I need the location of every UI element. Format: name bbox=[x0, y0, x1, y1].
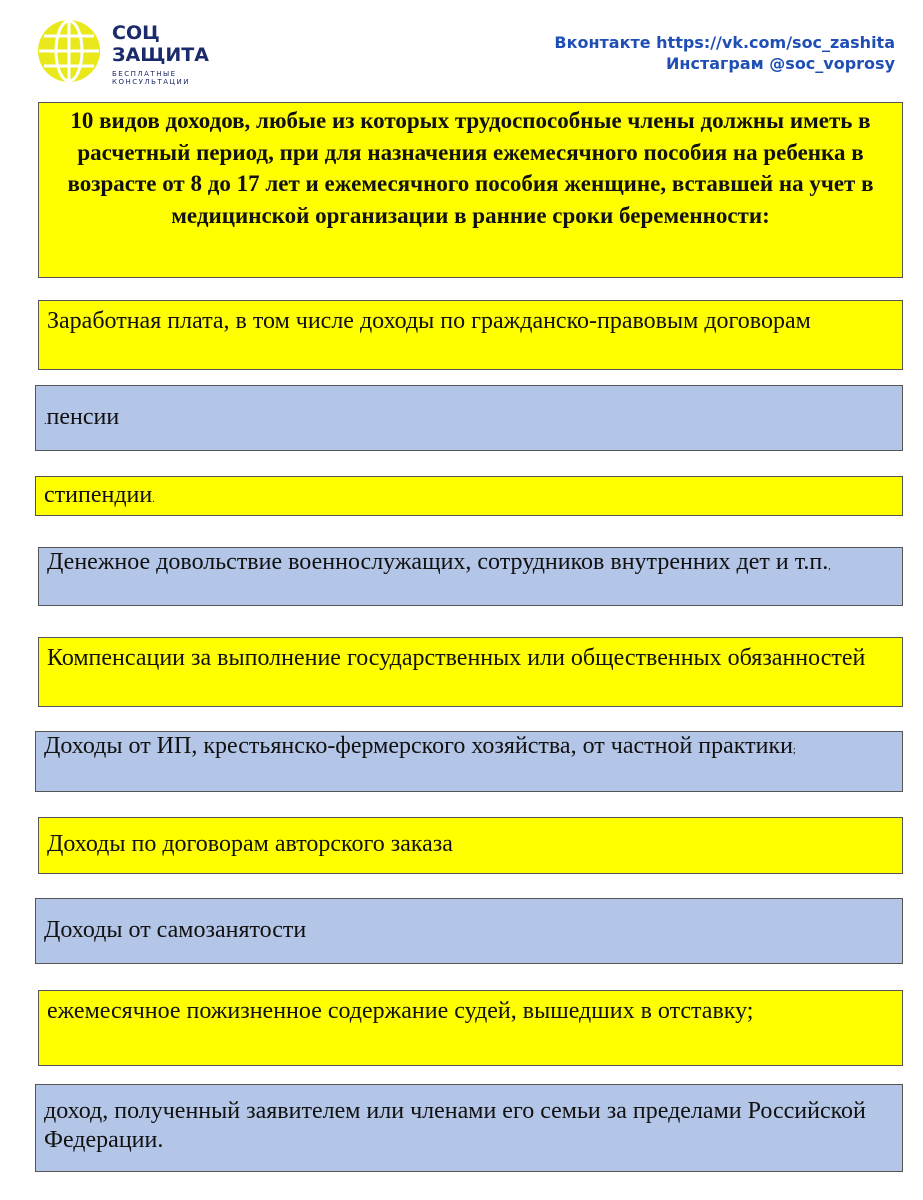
list-item bbox=[38, 637, 903, 707]
list-item bbox=[35, 1084, 903, 1172]
instagram-link[interactable]: Инстаграм @soc_voprosy bbox=[666, 54, 895, 73]
list-item bbox=[38, 547, 903, 606]
item-suffix: , bbox=[828, 561, 831, 572]
page-title: 10 видов доходов, любые из которых трудоспособные члены должны иметь в расчетный период, при для назначения ежемесячного пособия на ребенка в возрасте от 8 до 17 лет и ежемесячного пособия женщине, вставшей на учет в медицинской организации в ранние сроки беременности: bbox=[38, 102, 903, 278]
item-text: доход, полученный заявителем или членами его семьи за пределами Российской Федерации. bbox=[44, 1098, 866, 1153]
logo-tagline bbox=[112, 70, 242, 86]
logo-name-line2: ЗАЩИТА bbox=[112, 44, 209, 66]
list-item bbox=[35, 731, 903, 792]
vk-link[interactable]: Вконтакте https://vk.com/soc_zashita bbox=[554, 33, 895, 52]
list-item bbox=[38, 300, 903, 370]
logo-name-line1: СОЦ bbox=[112, 22, 160, 44]
item-text: ежемесячное пожизненное содержание судей, вышедших в отставку; bbox=[47, 998, 754, 1024]
list-item bbox=[35, 476, 903, 516]
logo bbox=[36, 18, 236, 88]
item-text: пенсии bbox=[46, 404, 120, 430]
item-text: стипендии bbox=[44, 482, 153, 508]
item-prefix: . bbox=[44, 416, 47, 427]
list-item bbox=[35, 385, 903, 451]
item-text: Компенсации за выполнение государственных или общественных обязанностей bbox=[47, 645, 866, 671]
item-text: Доходы по договорам авторского заказа bbox=[47, 831, 453, 857]
logo-name bbox=[112, 22, 242, 66]
social-links bbox=[554, 32, 895, 74]
item-suffix: . bbox=[152, 494, 155, 505]
list-item bbox=[35, 898, 903, 964]
item-suffix: ; bbox=[792, 745, 796, 756]
globe-icon bbox=[36, 18, 102, 84]
logo-tagline-line1: БЕСПЛАТНЫЕ bbox=[112, 70, 177, 78]
list-item bbox=[38, 817, 903, 874]
item-text: Доходы от ИП, крестьянско-фермерского хозяйства, от частной практики bbox=[44, 733, 793, 759]
logo-tagline-line2: КОНСУЛЬТАЦИИ bbox=[112, 78, 190, 86]
list-item bbox=[38, 990, 903, 1066]
item-text: Денежное довольствие военнослужащих, сотрудников внутренних дет и т.п. bbox=[47, 549, 829, 575]
item-text: Доходы от самозанятости bbox=[44, 917, 307, 943]
item-text: Заработная плата, в том числе доходы по гражданско-правовым договорам bbox=[47, 308, 811, 334]
